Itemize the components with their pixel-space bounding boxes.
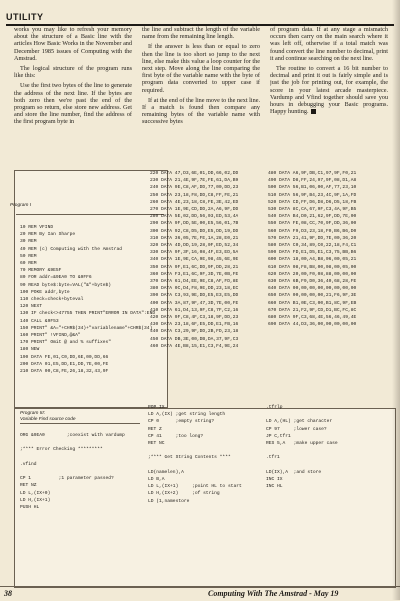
- code-line: [266, 462, 388, 469]
- code-line: RET Z: [148, 426, 162, 432]
- code-line: INC IX: [266, 477, 283, 483]
- code-line: 90 READ byte$:byte=VAL("&"+byte$): [20, 282, 111, 288]
- code-line: 510 DATA 56,9F,B4,23,4C,9F,1A,FD: [268, 192, 357, 198]
- code-line: LD H,(IX+2) ;of string: [148, 491, 220, 497]
- code-line: 580 DATA C0,34,89,C0,22,18,F4,C1: [268, 243, 357, 249]
- page-edge-shadow: [392, 0, 400, 600]
- code-line: 530 DATA 8C,CA,67,9F,C3,4A,9F,B5: [268, 207, 357, 213]
- code-line: ;**** Error Checking *********: [20, 447, 103, 453]
- data-statements-column-2: [268, 170, 388, 406]
- code-line: 380 DATA 0C,D4,F8,9E,DD,23,18,EC: [150, 286, 238, 292]
- code-line: RES 5,A ;make upper case: [266, 441, 338, 447]
- code-line: 430 DATA 23,18,6F,E5,DD,E1,FB,16: [150, 322, 238, 328]
- code-line: POP IX: [148, 405, 165, 410]
- code-line: 600 DATA 18,00,A4,B8,06,00,05,21: [268, 257, 357, 263]
- code-line: 290 DATA 9F,DD,5E,00,E5,56,01,7B: [150, 221, 238, 227]
- code-line: 60 REM: [20, 261, 37, 267]
- code-line: 10 REM VFIND: [20, 225, 54, 230]
- code-line: ORG &9EA0 ;coexist with vardump: [20, 433, 125, 438]
- code-line: 560 DATA F9,D3,23,18,F0,B6,B6,D0: [268, 228, 357, 234]
- code-line: .tfr1: [266, 455, 280, 461]
- code-line: 640 DATA 00,00,00,00,00,00,00,00: [268, 286, 357, 292]
- code-line: LD(namelen),A: [148, 469, 184, 475]
- program-3-title: Program III:: [20, 411, 46, 416]
- code-line: CP 1 ;1 parameter passed?: [20, 476, 114, 482]
- code-line: 120 NEXT: [20, 304, 43, 310]
- code-line: 280 DATA 5E,02,DD,56,03,ED,53,4A: [150, 214, 238, 220]
- code-line: CP 97 ;lower case?: [266, 426, 327, 432]
- code-line: 570 DATA 21,41,9F,DD,7E,00,36,20: [268, 235, 357, 241]
- code-line: PUSH HL: [20, 505, 40, 511]
- code-line: 130 IF check<>47755 THEN PRINT"ERROR IN DATA":END: [20, 311, 156, 317]
- code-line: 110 check=check+byteval: [20, 297, 84, 303]
- code-line: .tfrlp: [266, 405, 283, 410]
- paragraph: If the answer is less than or equal to zero then the line is too short so jump to the next line, else make this value a loop counter for the next step. Move along the line comparing the first byte of the variable name with the byte of program data converted to upper case if required.: [142, 43, 260, 94]
- paragraph-text: The routine to convert a 16 bit number to decimal and print it out is fairly simple and is just the job for printing out, for example, the score in your latest arcade masterpiece. Vardump and Vfind together should save you hours in debugging your Basic programs. Happy hunting.: [270, 65, 388, 116]
- code-line: [20, 439, 142, 446]
- code-line: 150 PRINT" &A="+CHR$(34)+"variablename"+CHR$(34): [20, 325, 153, 331]
- code-line: .vfind: [20, 461, 37, 467]
- code-line: 420 DATA 9F,C8,4F,C3,18,9F,DD,23: [150, 315, 238, 321]
- code-line: 270 DATA 1E,9E,CD,DD,2A,A6,9F,DD: [150, 207, 238, 213]
- code-line: 180 NEW: [20, 347, 40, 353]
- paragraph: works you may like to refresh your memory about the structure of a Basic line with the articles How Basic Works in the November and December 1985 issues of Computing with the Amstrad.: [14, 26, 132, 62]
- footer-publication: Computing With The Amstrad - May 19: [208, 589, 339, 598]
- code-line: 230 DATA 21,4E,9F,7E,FE,61,DA,B9: [150, 178, 238, 184]
- code-line: LD L,(IX+1) ;point HL to start: [148, 484, 242, 490]
- code-line: 190 DATA FE,01,C0,DD,6E,00,DD,66: [20, 354, 109, 360]
- program-3-code-column-3: [266, 404, 388, 584]
- code-line: RET NC: [148, 441, 165, 447]
- code-line: LD B,A: [148, 477, 165, 483]
- code-line: 660 DATA B1,0E,C3,00,B1,8C,9F,EB: [268, 300, 357, 306]
- code-line: 200 DATA 01,E5,DD,E1,DD,7E,00,FE: [20, 361, 109, 367]
- section-title: UTILITY: [6, 12, 44, 22]
- program-3-code-column-1: [20, 432, 142, 582]
- code-line: INC HL: [266, 484, 283, 490]
- code-line: [20, 454, 142, 461]
- code-line: 390 DATA C3,93,9E,DD,E5,E3,E5,DD: [150, 293, 238, 299]
- code-line: 590 DATA FD,E1,D5,E1,C3,75,BB,B6: [268, 250, 357, 256]
- code-line: 300 DATA 92,C8,D5,DD,E5,DD,19,DD: [150, 228, 238, 234]
- code-line: LD L,(IX+0): [20, 490, 51, 496]
- article-column-1: [14, 26, 132, 156]
- code-line: [148, 462, 260, 469]
- program-3-title-rule: [20, 423, 140, 424]
- code-line: 410 DATA 61,D4,13,9F,C8,7F,C2,16: [150, 307, 238, 313]
- code-line: CP 41 ;too long?: [148, 433, 204, 439]
- code-line: 50 REM: [20, 253, 37, 259]
- code-line: 100 POKE addr,byte: [20, 289, 70, 295]
- code-line: [20, 468, 142, 475]
- code-line: 480 DATA A6,9F,DB,C1,97,9F,F0,21: [268, 171, 357, 176]
- code-line: LD H,(IX+1): [20, 497, 51, 503]
- article-body: [14, 26, 394, 156]
- code-line: 610 DATA 08,F8,B8,00,08,00,05,00: [268, 264, 357, 270]
- code-line: 400 DATA 3A,87,9F,47,3D,7E,00,FE: [150, 300, 238, 306]
- code-line: LD A,(IX) ;get string length: [148, 412, 226, 418]
- code-line: 160 PRINT" !VFIND,@&A": [20, 333, 81, 339]
- code-line: 690 DATA 44,D3,36,00,00,00,00,00: [268, 322, 357, 328]
- code-line: 330 DATA 9F,3F,16,08,4F,E3,ED,5A: [150, 250, 238, 256]
- page-number: 38: [4, 589, 12, 598]
- paragraph: the line and subtract the length of the variable name from the remaining line length.: [142, 26, 260, 41]
- page-footer: [0, 586, 400, 601]
- code-line: 30 REM: [20, 239, 37, 245]
- paragraph: If at the end of the line move to the next line. If a match is found then compare any remaining bytes of the variable name with successive bytes: [142, 96, 260, 126]
- code-line: 20 REM By Ian Sharpe: [20, 232, 76, 238]
- code-line: RET NZ: [20, 483, 37, 489]
- code-line: [266, 411, 388, 418]
- program-3-heading: [20, 411, 76, 423]
- code-line: 460 DATA 4E,B8,15,E1,C3,F4,9E,24: [150, 343, 238, 349]
- code-line: 370 DATA 61,D4,EE,9E,C8,AF,FD,8E: [150, 279, 238, 285]
- code-line: 310 DATA 36,05,7E,FE,1A,28,E0,21: [150, 235, 238, 241]
- program-3-code-column-2: [148, 404, 260, 584]
- code-line: 210 DATA 00,C8,FE,26,18,32,43,9F: [20, 369, 109, 375]
- code-line: 350 DATA 9F,E1,6C,DD,9F,DD,28,21: [150, 264, 238, 270]
- code-line: [148, 447, 260, 454]
- code-line: 240 DATA 9E,C8,AF,DD,77,00,DD,23: [150, 185, 238, 191]
- code-line: 540 DATA B4,D0,21,62,9F,DD,7E,00: [268, 214, 357, 220]
- code-line: 220 DATA 47,D3,6E,01,DD,66,02,DD: [150, 171, 238, 176]
- code-line: [266, 447, 388, 454]
- code-line: LD (1,namestore: [148, 498, 190, 504]
- code-line: 70 MEMORY &9E5F: [20, 268, 62, 274]
- article-column-3: [270, 26, 388, 156]
- code-line: 80 FOR addr=&9EA0 TO &9FF6: [20, 275, 92, 281]
- code-line: CP 0 ;empty string?: [148, 419, 215, 425]
- code-line: 670 DATA 21,F2,9F,CD,D1,BC,FC,8C: [268, 307, 357, 313]
- code-line: 40 REM (c) Computing with the Amstrad: [20, 246, 122, 252]
- program-1-title: Program I: [10, 203, 32, 208]
- code-line: 440 DATA C3,29,9F,DD,2B,FD,23,18: [150, 329, 238, 335]
- code-line: 260 DATA 4E,23,18,C8,FE,3E,42,ED: [150, 199, 238, 205]
- paragraph: [270, 65, 388, 115]
- code-line: 320 DATA 4D,DD,19,28,0F,ED,52,34: [150, 243, 238, 249]
- code-line: 450 DATA DB,3E,00,DB,DA,37,9F,C3: [150, 336, 238, 342]
- paragraph: Use the first two bytes of the line to generate the address of the next line. If the bytes are both zero then we're past the end of the program so return, else store new address. Get and store the line number, find the address of the first program byte in: [14, 82, 132, 126]
- code-line: 140 CALL &9F53: [20, 318, 59, 324]
- code-line: ;**** Get String Contents ****: [148, 455, 231, 461]
- paragraph: of program data. If at any stage a mismatch occurs then carry on the main search where it was left off, otherwise if a total match was found convert the line number to decimal, print it and continue searching on the next line.: [270, 26, 388, 62]
- code-line: 170 PRINT" Omit @ and % suffixes": [20, 340, 111, 346]
- code-line: JP C,tfr1: [266, 433, 291, 439]
- code-line: LD(IX),A ;and store: [266, 469, 322, 475]
- code-line: 650 DATA 00,00,00,00,21,F6,9F,3E: [268, 293, 357, 299]
- code-line: 630 DATA 6B,F9,D0,36,40,68,28,FE: [268, 279, 357, 285]
- code-line: LD A,(HL) ;get character: [266, 419, 333, 425]
- program-3-subtitle: Variable Find source code: [20, 417, 76, 422]
- end-of-article-mark: [311, 109, 316, 114]
- program-1-code: [20, 224, 166, 406]
- code-line: 340 DATA 1E,9E,CA,9E,98,45,6E,9E: [150, 257, 238, 263]
- code-line: 550 DATA FE,08,CC,70,9F,DD,36,00: [268, 221, 357, 227]
- data-statements-column-1: [150, 170, 238, 406]
- code-line: 490 DATA D8,FF,24,97,9F,08,D1,A8: [268, 178, 357, 184]
- code-line: 360 DATA F3,E1,6C,9F,3D,7E,0B,FE: [150, 271, 238, 277]
- program-1-title-rule: [16, 214, 164, 215]
- code-line: 620 DATA 20,00,F0,08,88,00,00,00: [268, 271, 357, 277]
- code-line: 250 DATA 23,18,F8,DD,C8,FF,FE,21: [150, 192, 238, 198]
- code-line: 680 DATA 9F,C3,68,4E,56,46,49,4E: [268, 315, 357, 321]
- paragraph: The logical structure of the program runs like this:: [14, 65, 132, 80]
- code-line: 520 DATA CD,FF,D6,D8,D6,D5,18,FB: [268, 199, 357, 205]
- article-column-2: [142, 26, 260, 156]
- code-line: 500 DATA 56,B1,06,00,AF,77,23,10: [268, 185, 357, 191]
